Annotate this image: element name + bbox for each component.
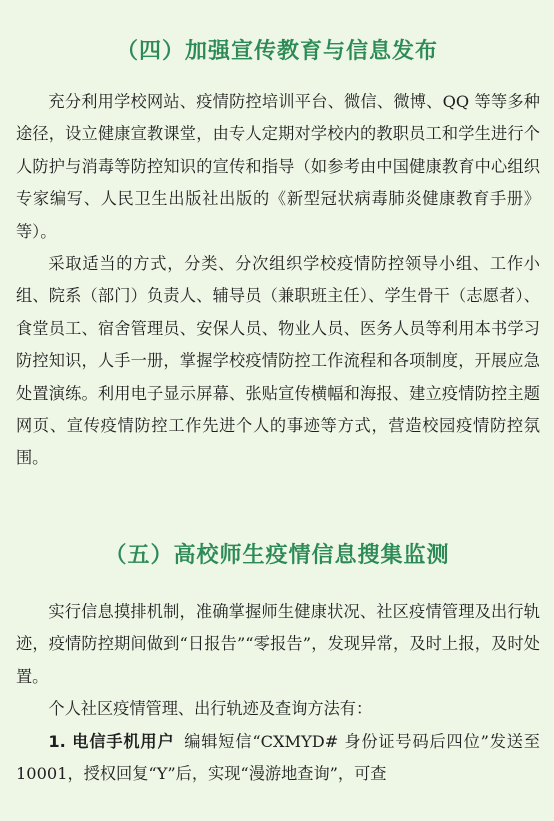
section-5-body (16, 596, 540, 790)
section-4-paragraph-2: 采取适当的方式，分类、分次组织学校疫情防控领导小组、工作小组、院系（部门）负责人、辅导员（兼职班主任）、学生骨干（志愿者）、食堂员工、宿舍管理员、安保人员、物业人员、医务人员等利用本书学习防控知识，人手一册，掌握学校疫情防控工作流程和各项制度，开展应急处置演练。利用电子显示屏幕、张贴宣传横幅和海报、建立疫情防控主题网页、宣传疫情防控工作先进个人的事迹等方式，营造校园疫情防控氛围。 (16, 254, 540, 468)
section-5-heading: （五）高校师生疫情信息搜集监测 (104, 542, 450, 568)
section-5-paragraph-1: 实行信息摸排机制，准确掌握师生健康状况、社区疫情管理及出行轨迹，疫情防控期间做到“日报告”“零报告”，发现异常，及时上报，及时处置。 (16, 602, 540, 686)
section-4-paragraph-1: 充分利用学校网站、疫情防控培训平台、微信、微博、QQ 等等多种途径，设立健康宣教课堂，由专人定期对学校内的教职员工和学生进行个人防护与消毒等防控知识的宣传和指导（如参考由中国健康教育中心组织专家编写、人民卫生出版社出版的《新型冠状病毒肺炎健康教育手册》等）。 (16, 92, 540, 241)
section-4-heading: （四）加强宣传教育与信息发布 (115, 38, 438, 64)
list-item-label: 1. 电信手机用户 (48, 731, 175, 751)
section-5-list-item-1 (16, 726, 540, 791)
list-item-text: 编辑短信“CXMYD# 身份证号码后四位”发送至 10001，授权回复“Y”后，实现“漫游地查询”，可查 (16, 731, 540, 784)
section-5-paragraph-2: 个人社区疫情管理、出行轨迹及查询方法有： (48, 699, 373, 719)
section-4-body (16, 86, 540, 475)
